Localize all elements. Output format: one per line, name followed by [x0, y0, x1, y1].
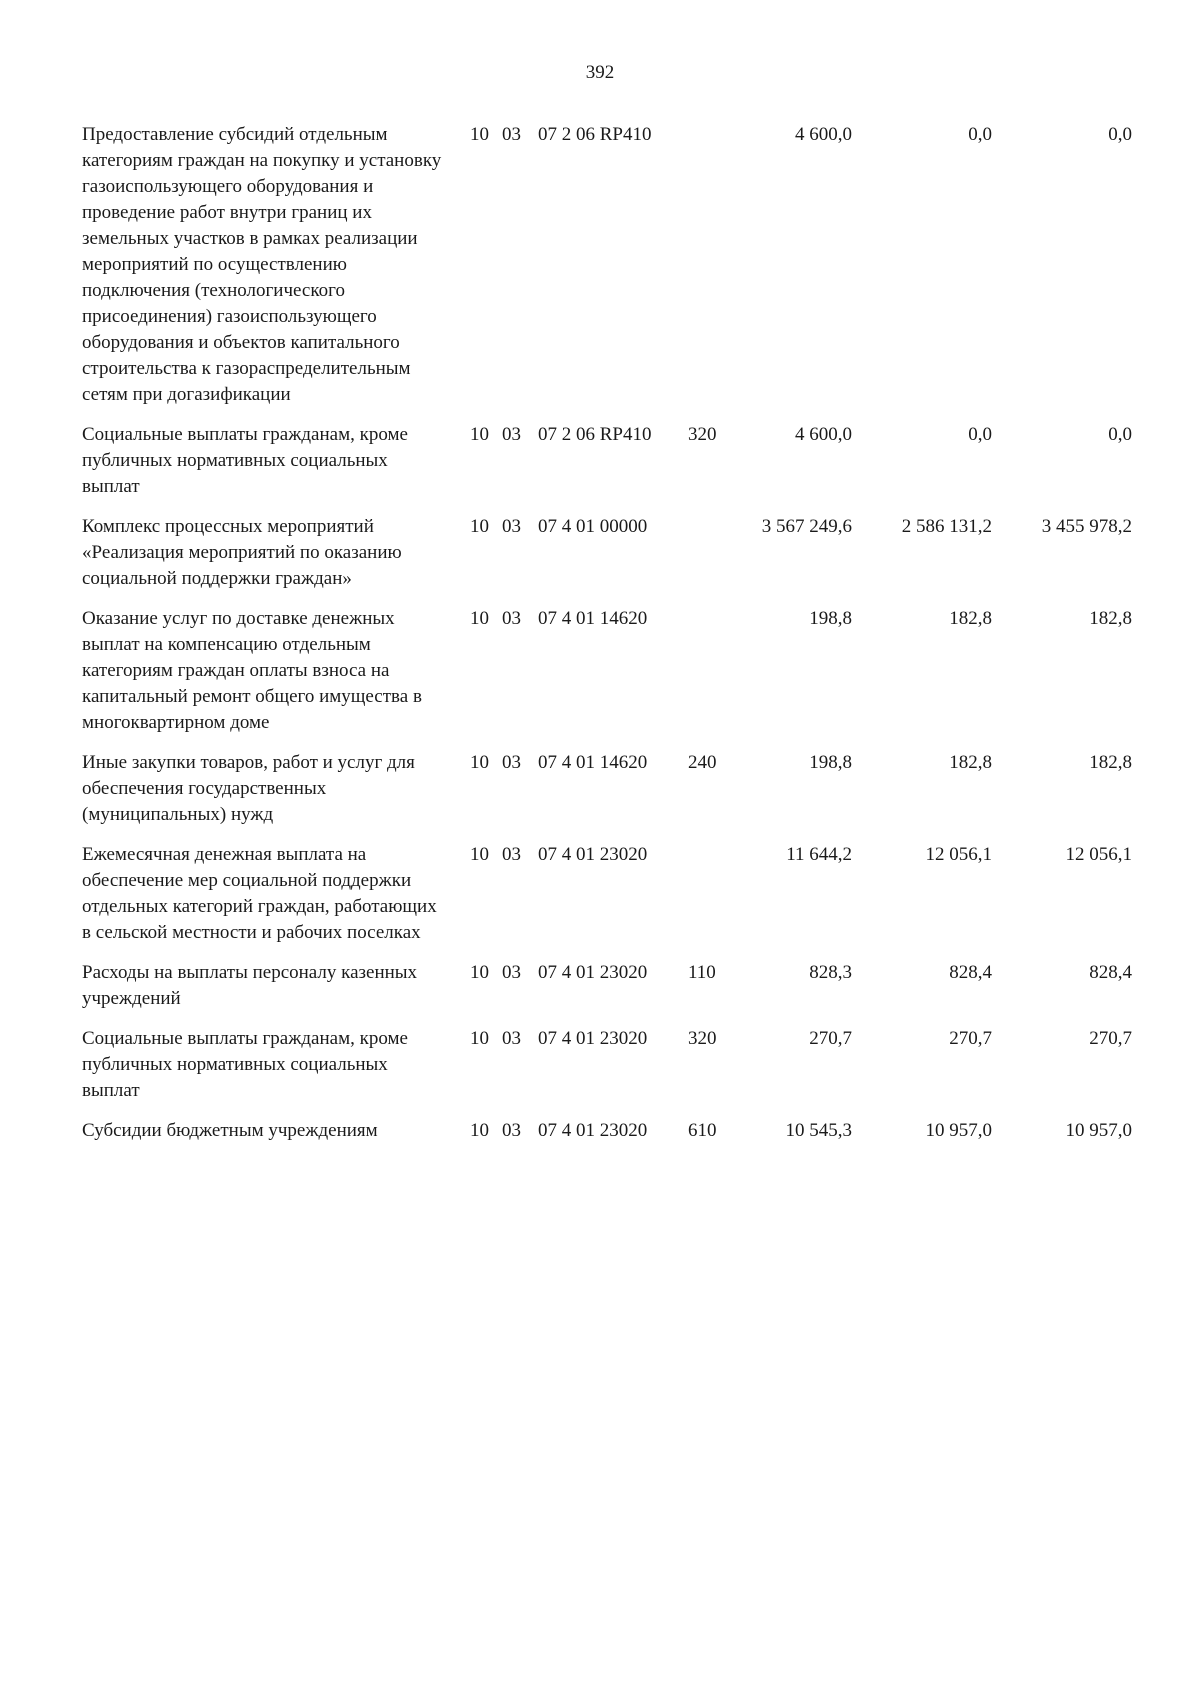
row-amount-year-1: 4 600,0	[795, 124, 852, 145]
row-target-article: 07 4 01 23020	[538, 1120, 648, 1141]
row-amount-year-2: 10 957,0	[925, 1120, 992, 1141]
row-amount-year-1: 11 644,2	[786, 844, 852, 865]
row-section-code: 10	[470, 962, 489, 983]
row-amount-year-3: 10 957,0	[1065, 1120, 1132, 1141]
row-amount-year-2: 2 586 131,2	[901, 516, 992, 537]
row-target-article: 07 4 01 23020	[538, 962, 648, 983]
row-amount-year-1: 198,8	[809, 752, 852, 773]
row-section-code: 10	[470, 1120, 489, 1141]
row-amount-year-3: 0,0	[1108, 424, 1132, 445]
row-amount-year-2: 828,4	[949, 962, 992, 983]
table-row	[82, 1026, 1170, 1104]
row-amount-year-1: 4 600,0	[795, 424, 852, 445]
row-amount-year-1: 198,8	[809, 608, 852, 629]
budget-table	[82, 122, 1170, 1158]
row-subsection-code: 03	[502, 608, 521, 629]
row-name: Комплекс процессных мероприятий «Реализация мероприятий по оказанию социальной поддержки граждан»	[82, 516, 402, 589]
row-expense-type: 320	[688, 1028, 717, 1049]
row-name: Предоставление субсидий отдельным категориям граждан на покупку и установку газоиспользующего оборудования и проведение работ внутри границ их земельных участков в рамках реализации мероприятий по осуществлению подключения (технологического присоединения) газоиспользующего оборудования и объектов капитального строительства к газораспределительным сетям при догазификации	[82, 124, 442, 405]
row-name: Оказание услуг по доставке денежных выплат на компенсацию отдельным категориям граждан оплаты взноса на капитальный ремонт общего имущества в многоквартирном доме	[82, 608, 422, 733]
row-target-article: 07 4 01 00000	[538, 516, 648, 537]
row-amount-year-1: 10 545,3	[785, 1120, 852, 1141]
row-name: Социальные выплаты гражданам, кроме публичных нормативных социальных выплат	[82, 424, 408, 497]
row-amount-year-2: 0,0	[968, 424, 992, 445]
table-row	[82, 514, 1170, 592]
table-row	[82, 960, 1170, 1012]
row-name: Субсидии бюджетным учреждениям	[82, 1120, 378, 1141]
row-amount-year-1: 3 567 249,6	[761, 516, 852, 537]
row-target-article: 07 4 01 14620	[538, 752, 648, 773]
row-amount-year-3: 270,7	[1089, 1028, 1132, 1049]
table-row	[82, 750, 1170, 828]
row-expense-type: 110	[688, 962, 716, 983]
table-row	[82, 422, 1170, 500]
row-amount-year-3: 3 455 978,2	[1041, 516, 1132, 537]
row-name: Расходы на выплаты персоналу казенных учреждений	[82, 962, 418, 1009]
row-subsection-code: 03	[502, 1120, 521, 1141]
row-subsection-code: 03	[502, 752, 521, 773]
row-target-article: 07 4 01 14620	[538, 608, 648, 629]
row-subsection-code: 03	[502, 124, 521, 145]
row-name: Ежемесячная денежная выплата на обеспечение мер социальной поддержки отдельных категорий граждан, работающих в сельской местности и рабочих поселках	[82, 844, 437, 943]
row-expense-type: 240	[688, 752, 717, 773]
row-subsection-code: 03	[502, 516, 521, 537]
row-subsection-code: 03	[502, 844, 521, 865]
row-amount-year-3: 828,4	[1089, 962, 1132, 983]
row-amount-year-2: 12 056,1	[925, 844, 992, 865]
row-amount-year-1: 270,7	[809, 1028, 852, 1049]
table-row	[82, 122, 1170, 408]
row-subsection-code: 03	[502, 962, 521, 983]
row-amount-year-3: 0,0	[1108, 124, 1132, 145]
table-row	[82, 606, 1170, 736]
row-section-code: 10	[470, 1028, 489, 1049]
row-section-code: 10	[470, 752, 489, 773]
table-row	[82, 842, 1170, 946]
row-target-article: 07 4 01 23020	[538, 1028, 648, 1049]
row-subsection-code: 03	[502, 1028, 521, 1049]
row-amount-year-2: 270,7	[949, 1028, 992, 1049]
row-section-code: 10	[470, 608, 489, 629]
row-amount-year-2: 182,8	[949, 752, 992, 773]
row-target-article: 07 2 06 RP410	[538, 124, 652, 145]
row-section-code: 10	[470, 424, 489, 445]
row-target-article: 07 2 06 RP410	[538, 424, 652, 445]
row-section-code: 10	[470, 124, 489, 145]
row-amount-year-3: 182,8	[1089, 608, 1132, 629]
row-amount-year-1: 828,3	[809, 962, 852, 983]
row-section-code: 10	[470, 516, 489, 537]
row-amount-year-2: 0,0	[968, 124, 992, 145]
row-amount-year-3: 182,8	[1089, 752, 1132, 773]
row-amount-year-2: 182,8	[949, 608, 992, 629]
table-row	[82, 1118, 1170, 1144]
row-amount-year-3: 12 056,1	[1065, 844, 1132, 865]
row-section-code: 10	[470, 844, 489, 865]
row-target-article: 07 4 01 23020	[538, 844, 648, 865]
row-subsection-code: 03	[502, 424, 521, 445]
row-expense-type: 610	[688, 1120, 717, 1141]
row-name: Иные закупки товаров, работ и услуг для обеспечения государственных (муниципальных) нужд	[82, 752, 415, 825]
row-name: Социальные выплаты гражданам, кроме публичных нормативных социальных выплат	[82, 1028, 408, 1101]
row-expense-type: 320	[688, 424, 717, 445]
page-number: 392	[585, 62, 615, 83]
